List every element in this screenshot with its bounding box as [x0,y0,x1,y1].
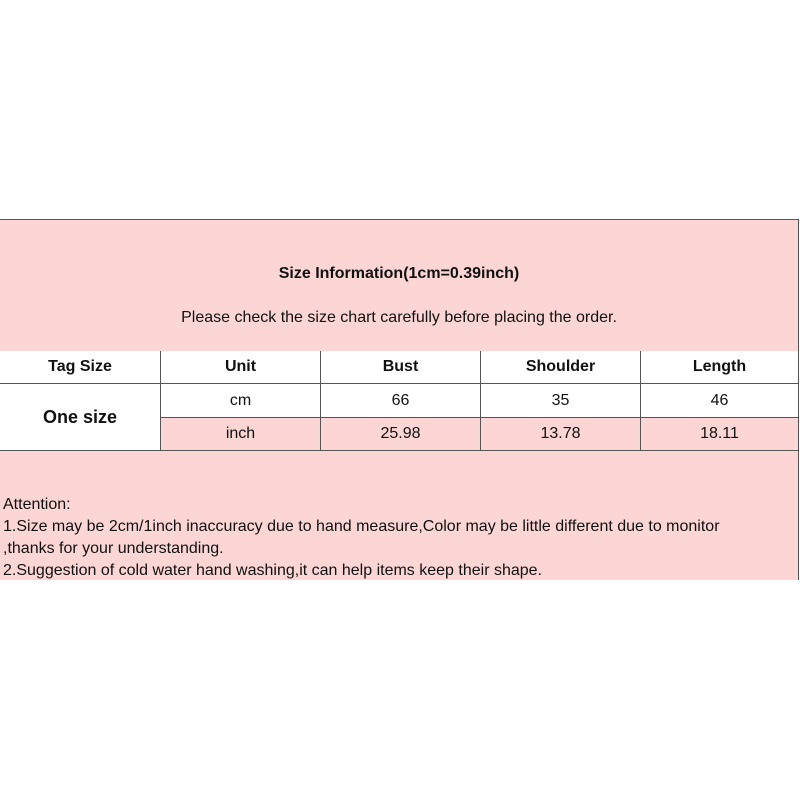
table-cell-bust: 66 [321,384,481,418]
table-cell-unit: inch [161,418,321,451]
column-header-tag-size: Tag Size [0,351,161,384]
note-line: 1.Size may be 2cm/1inch inaccuracy due to hand measure,Color may be little different due to monitor [3,518,720,535]
table-cell-shoulder: 13.78 [481,418,641,451]
size-chart-sheet [0,219,799,580]
column-header-bust: Bust [321,351,481,384]
note-heading: Attention: [3,496,71,513]
column-header-unit: Unit [161,351,321,384]
table-cell-length: 18.11 [641,418,798,451]
table-cell-shoulder: 35 [481,384,641,418]
table-cell-unit: cm [161,384,321,418]
column-header-shoulder: Shoulder [481,351,641,384]
size-chart-header [0,220,798,352]
column-header-length: Length [641,351,798,384]
size-chart-title: Size Information(1cm=0.39inch) [278,265,520,282]
table-cell-length: 46 [641,384,798,418]
size-chart-subtitle: Please check the size chart carefully before placing the order. [181,309,617,326]
attention-notes [0,451,798,580]
note-line: 2.Suggestion of cold water hand washing,it can help items keep their shape. [3,562,542,579]
tag-size-cell: One size [0,384,161,451]
table-cell-bust: 25.98 [321,418,481,451]
note-line: ,thanks for your understanding. [3,540,224,557]
